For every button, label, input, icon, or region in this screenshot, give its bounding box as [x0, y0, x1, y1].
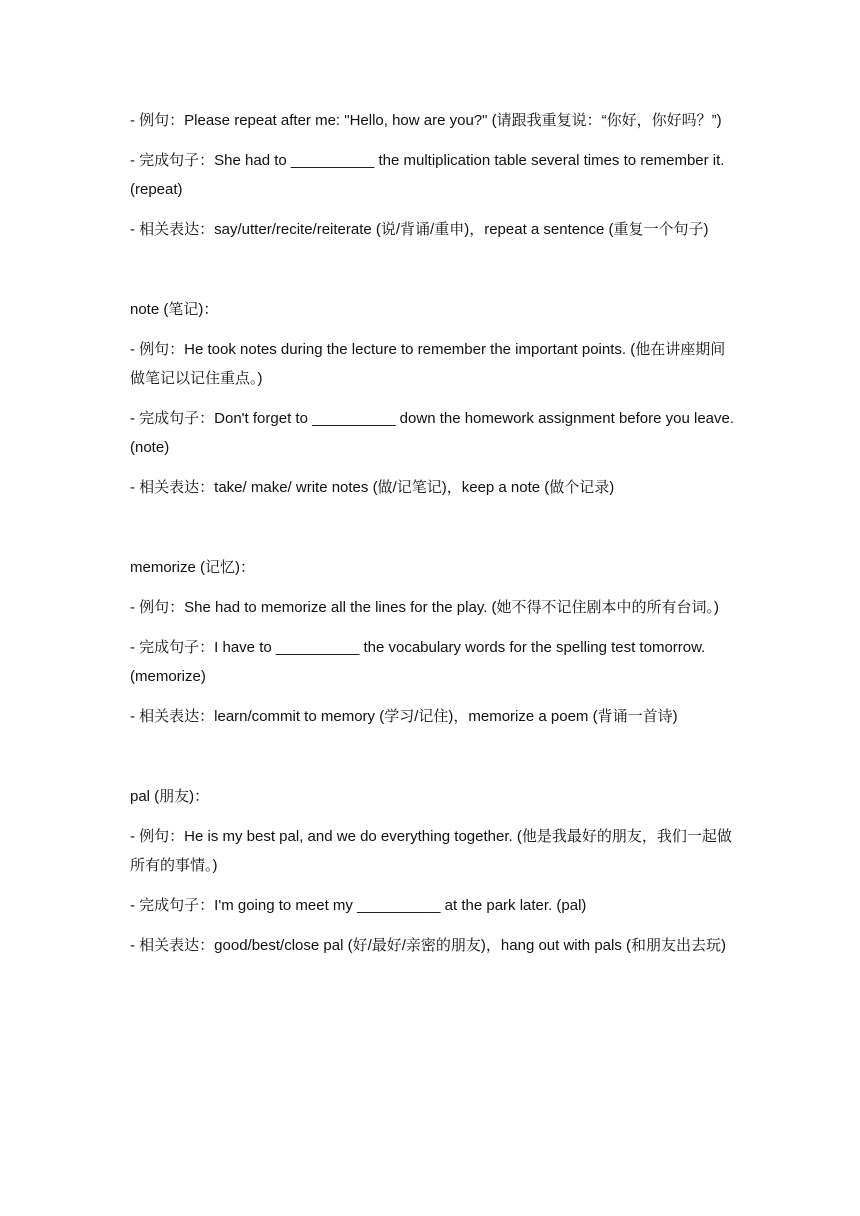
document-body	[130, 106, 740, 971]
example-sentence: - 例句：He is my best pal, and we do everything together. (他是我最好的朋友，我们一起做所有的事情。)	[130, 828, 732, 874]
word-heading: memorize (记忆)：	[130, 559, 256, 576]
related-expressions: - 相关表达：good/best/close pal (好/最好/亲密的朋友)，hang out with pals (和朋友出去玩)	[130, 937, 726, 954]
related-expressions: - 相关表达：take/ make/ write notes (做/记笔记)，keep a note (做个记录)	[130, 479, 615, 496]
complete-sentence: - 完成句子：I have to __________ the vocabulary words for the spelling test tomorrow. (memorize)	[130, 639, 706, 685]
section-spacer	[130, 255, 740, 295]
complete-sentence: - 完成句子：I'm going to meet my __________ at the park later. (pal)	[130, 897, 587, 914]
related-expressions: - 相关表达：learn/commit to memory (学习/记住)，memorize a poem (背诵一首诗)	[130, 708, 678, 725]
section-repeat	[130, 106, 740, 244]
section-note	[130, 295, 740, 502]
example-sentence: - 例句：He took notes during the lecture to remember the important points. (他在讲座期间做笔记以记住重点。)	[130, 341, 726, 387]
section-pal	[130, 782, 740, 960]
example-sentence: - 例句：She had to memorize all the lines for the play. (她不得不记住剧本中的所有台词。)	[130, 599, 720, 616]
complete-sentence: - 完成句子：Don't forget to __________ down the homework assignment before you leave. (note)	[130, 410, 735, 456]
complete-sentence: - 完成句子：She had to __________ the multiplication table several times to remember it. (repeat)	[130, 152, 725, 198]
related-expressions: - 相关表达：say/utter/recite/reiterate (说/背诵/重申)，repeat a sentence (重复一个句子)	[130, 221, 709, 238]
example-sentence: - 例句：Please repeat after me: "Hello, how are you?" (请跟我重复说：“你好，你好吗？”)	[130, 112, 722, 129]
section-memorize	[130, 553, 740, 731]
section-spacer	[130, 513, 740, 553]
word-heading: pal (朋友)：	[130, 788, 210, 805]
section-spacer	[130, 742, 740, 782]
word-heading: note (笔记)：	[130, 301, 219, 318]
